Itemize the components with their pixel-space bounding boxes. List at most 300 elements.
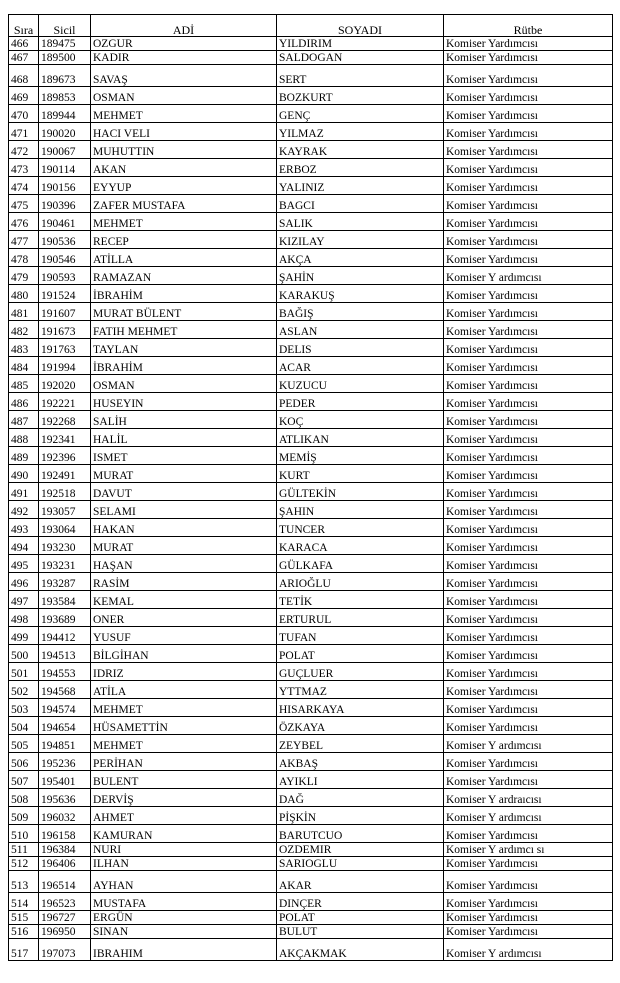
- cell-rutbe: [444, 645, 613, 663]
- cell-soyadi-text: AKBAŞ: [279, 758, 318, 771]
- cell-rutbe: [444, 555, 613, 573]
- cell-adi-text: AHMET: [93, 812, 134, 825]
- cell-sira-text: 479: [11, 272, 29, 285]
- cell-sira-text: 512: [11, 858, 29, 871]
- cell-sicil: [39, 51, 91, 65]
- cell-soyadi: [277, 663, 444, 681]
- cell-rutbe-text: Komiser Yardımcısı: [446, 776, 538, 789]
- table-row: [9, 87, 613, 105]
- cell-sira: [9, 483, 39, 501]
- cell-adi: [91, 519, 277, 537]
- cell-sicil-text: 191524: [41, 290, 76, 303]
- cell-sira: [9, 753, 39, 771]
- table-row: [9, 825, 613, 843]
- table-row: [9, 159, 613, 177]
- cell-sicil: [39, 591, 91, 609]
- cell-sicil-text: 190546: [41, 254, 76, 267]
- table-row: [9, 925, 613, 939]
- cell-soyadi-text: BAĞIŞ: [279, 308, 314, 321]
- cell-sicil-text: 192221: [41, 398, 76, 411]
- cell-rutbe-text: Komiser Y ardımcısı: [446, 740, 542, 753]
- cell-sicil: [39, 321, 91, 339]
- cell-sira-text: 513: [11, 880, 29, 893]
- cell-adi-text: IBRAHIM: [93, 948, 143, 961]
- cell-sicil: [39, 303, 91, 321]
- cell-sicil: [39, 375, 91, 393]
- cell-rutbe-text: Komiser Y ardraıcısı: [446, 794, 542, 807]
- cell-sira: [9, 555, 39, 573]
- table-row: [9, 411, 613, 429]
- cell-sicil-text: 190461: [41, 218, 76, 231]
- cell-sicil-text: 193287: [41, 578, 76, 591]
- cell-soyadi: [277, 735, 444, 753]
- cell-soyadi: [277, 753, 444, 771]
- cell-sicil-text: 194654: [41, 722, 76, 735]
- cell-sira: [9, 465, 39, 483]
- table-row: [9, 537, 613, 555]
- table-row: [9, 195, 613, 213]
- cell-adi: [91, 663, 277, 681]
- cell-sicil: [39, 911, 91, 925]
- cell-rutbe-text: Komiser Yardımcısı: [446, 722, 538, 735]
- cell-sira: [9, 789, 39, 807]
- table-row: [9, 339, 613, 357]
- cell-soyadi: [277, 411, 444, 429]
- cell-sira: [9, 893, 39, 911]
- cell-sira-text: 501: [11, 668, 29, 681]
- cell-adi-text: HUSEYIN: [93, 398, 144, 411]
- cell-sira-text: 488: [11, 434, 29, 447]
- cell-soyadi-text: AKAR: [279, 880, 312, 893]
- cell-sicil-text: 189500: [41, 52, 76, 65]
- cell-sira: [9, 303, 39, 321]
- cell-rutbe: [444, 857, 613, 871]
- table-row: [9, 501, 613, 519]
- cell-soyadi: [277, 267, 444, 285]
- cell-rutbe: [444, 321, 613, 339]
- cell-sicil: [39, 285, 91, 303]
- cell-sicil: [39, 735, 91, 753]
- cell-soyadi: [277, 177, 444, 195]
- table-header-row: [9, 15, 613, 37]
- table-row: [9, 267, 613, 285]
- cell-soyadi: [277, 501, 444, 519]
- cell-sira: [9, 195, 39, 213]
- cell-sicil-text: 196727: [41, 912, 76, 925]
- cell-adi-text: SELAMI: [93, 506, 136, 519]
- cell-rutbe: [444, 249, 613, 267]
- cell-sicil-text: 194568: [41, 686, 76, 699]
- cell-soyadi: [277, 699, 444, 717]
- cell-soyadi-text: GÜLTEKİN: [279, 488, 337, 501]
- cell-soyadi: [277, 249, 444, 267]
- cell-soyadi: [277, 37, 444, 51]
- cell-sira: [9, 911, 39, 925]
- cell-sicil: [39, 249, 91, 267]
- cell-soyadi-text: KARACA: [279, 542, 328, 555]
- cell-soyadi-text: MEMİŞ: [279, 452, 317, 465]
- cell-rutbe: [444, 753, 613, 771]
- cell-rutbe-text: Komiser Yardımcısı: [446, 926, 538, 939]
- cell-soyadi: [277, 871, 444, 893]
- cell-adi-text: NURI: [93, 844, 122, 857]
- cell-adi-text: ISMET: [93, 452, 128, 465]
- cell-soyadi-text: AKÇAKMAK: [279, 948, 347, 961]
- cell-soyadi-text: KURT: [279, 470, 310, 483]
- cell-rutbe-text: Komiser Yardımcısı: [446, 488, 538, 501]
- cell-soyadi-text: GENÇ: [279, 110, 311, 123]
- cell-soyadi-text: SARIOGLU: [279, 858, 338, 871]
- cell-sira-text: 475: [11, 200, 29, 213]
- cell-adi: [91, 699, 277, 717]
- cell-rutbe-text: Komiser Yardımcısı: [446, 52, 538, 65]
- table-row: [9, 573, 613, 591]
- cell-soyadi-text: ASLAN: [279, 326, 318, 339]
- cell-adi-text: MEHMET: [93, 704, 143, 717]
- cell-soyadi: [277, 123, 444, 141]
- cell-sira-text: 485: [11, 380, 29, 393]
- table-row: [9, 591, 613, 609]
- table-row: [9, 177, 613, 195]
- cell-sicil: [39, 87, 91, 105]
- cell-rutbe: [444, 87, 613, 105]
- cell-rutbe: [444, 37, 613, 51]
- cell-rutbe: [444, 465, 613, 483]
- cell-sicil-text: 192491: [41, 470, 76, 483]
- cell-adi-text: FATIH MEHMET: [93, 326, 178, 339]
- cell-sira: [9, 411, 39, 429]
- cell-soyadi-text: SALIK: [279, 218, 313, 231]
- cell-sira: [9, 429, 39, 447]
- cell-soyadi-text: HISARKAYA: [279, 704, 345, 717]
- cell-sicil-text: 196384: [41, 844, 76, 857]
- cell-sira-text: 515: [11, 912, 29, 925]
- cell-soyadi: [277, 573, 444, 591]
- cell-adi-text: MEHMET: [93, 110, 143, 123]
- cell-rutbe-text: Komiser Yardımcısı: [446, 380, 538, 393]
- cell-soyadi: [277, 375, 444, 393]
- cell-adi-text: ONER: [93, 614, 125, 627]
- cell-rutbe: [444, 627, 613, 645]
- cell-sicil: [39, 213, 91, 231]
- cell-sira-text: 487: [11, 416, 29, 429]
- cell-soyadi-text: TUNCER: [279, 524, 325, 537]
- cell-adi-text: MEHMET: [93, 740, 143, 753]
- cell-adi: [91, 501, 277, 519]
- cell-sicil-text: 194553: [41, 668, 76, 681]
- cell-soyadi-text: AKÇA: [279, 254, 312, 267]
- cell-soyadi: [277, 195, 444, 213]
- cell-soyadi: [277, 447, 444, 465]
- table-row: [9, 231, 613, 249]
- cell-rutbe: [444, 285, 613, 303]
- cell-soyadi: [277, 939, 444, 961]
- cell-rutbe: [444, 195, 613, 213]
- cell-soyadi: [277, 825, 444, 843]
- cell-sicil-text: 196514: [41, 880, 76, 893]
- cell-sicil: [39, 857, 91, 871]
- cell-soyadi: [277, 321, 444, 339]
- table-row: [9, 375, 613, 393]
- cell-rutbe: [444, 911, 613, 925]
- cell-rutbe: [444, 105, 613, 123]
- cell-rutbe-text: Komiser Yardımcısı: [446, 596, 538, 609]
- cell-soyadi-text: KARAKUŞ: [279, 290, 335, 303]
- cell-rutbe: [444, 609, 613, 627]
- cell-sira-text: 477: [11, 236, 29, 249]
- table-row: [9, 483, 613, 501]
- cell-sira-text: 510: [11, 830, 29, 843]
- cell-soyadi: [277, 303, 444, 321]
- cell-adi-text: KADIR: [93, 52, 130, 65]
- cell-sicil: [39, 519, 91, 537]
- cell-adi-text: IDRIZ: [93, 668, 124, 681]
- cell-sicil: [39, 393, 91, 411]
- cell-adi: [91, 65, 277, 87]
- table-row: [9, 213, 613, 231]
- roster-table: [8, 14, 613, 961]
- cell-sicil: [39, 483, 91, 501]
- cell-sicil-text: 189853: [41, 92, 76, 105]
- cell-sira-text: 514: [11, 898, 29, 911]
- cell-sicil-text: 196406: [41, 858, 76, 871]
- cell-sira-text: 503: [11, 704, 29, 717]
- cell-sicil-text: 193230: [41, 542, 76, 555]
- cell-rutbe-text: Komiser Y ardımcısı: [446, 272, 542, 285]
- cell-soyadi-text: SALDOGAN: [279, 52, 343, 65]
- cell-rutbe-text: Komiser Yardımcısı: [446, 830, 538, 843]
- cell-rutbe-text: Komiser Yardımcısı: [446, 506, 538, 519]
- cell-adi-text: PERİHAN: [93, 758, 143, 771]
- cell-sira: [9, 249, 39, 267]
- cell-rutbe-text: Komiser Yardımcısı: [446, 254, 538, 267]
- cell-rutbe: [444, 213, 613, 231]
- cell-soyadi-text: SERT: [279, 74, 307, 87]
- cell-sicil: [39, 555, 91, 573]
- cell-rutbe: [444, 789, 613, 807]
- cell-sicil: [39, 893, 91, 911]
- cell-soyadi: [277, 591, 444, 609]
- cell-adi: [91, 753, 277, 771]
- cell-soyadi: [277, 843, 444, 857]
- cell-soyadi-text: GÜLKAFA: [279, 560, 334, 573]
- cell-sira-text: 508: [11, 794, 29, 807]
- cell-sicil-text: 193057: [41, 506, 76, 519]
- cell-sicil: [39, 339, 91, 357]
- cell-rutbe-text: Komiser Yardımcısı: [446, 858, 538, 871]
- cell-sira: [9, 771, 39, 789]
- table-row: [9, 893, 613, 911]
- cell-soyadi: [277, 925, 444, 939]
- cell-rutbe: [444, 519, 613, 537]
- cell-sira: [9, 65, 39, 87]
- cell-soyadi: [277, 609, 444, 627]
- cell-sicil-text: 195636: [41, 794, 76, 807]
- cell-sicil: [39, 231, 91, 249]
- cell-soyadi-text: TUFAN: [279, 632, 317, 645]
- table-row: [9, 519, 613, 537]
- cell-sicil-text: 189944: [41, 110, 76, 123]
- cell-rutbe: [444, 159, 613, 177]
- table-row: [9, 717, 613, 735]
- cell-soyadi: [277, 285, 444, 303]
- cell-adi: [91, 321, 277, 339]
- cell-adi-text: OSMAN: [93, 92, 135, 105]
- cell-adi-text: SALİH: [93, 416, 127, 429]
- cell-sicil-text: 194574: [41, 704, 76, 717]
- cell-sicil-text: 192020: [41, 380, 76, 393]
- cell-sicil: [39, 843, 91, 857]
- cell-sira: [9, 537, 39, 555]
- cell-sira-text: 492: [11, 506, 29, 519]
- cell-sira: [9, 699, 39, 717]
- table-row: [9, 645, 613, 663]
- cell-sira-text: 502: [11, 686, 29, 699]
- cell-rutbe: [444, 483, 613, 501]
- cell-soyadi-text: AYIKLI: [279, 776, 318, 789]
- cell-rutbe: [444, 177, 613, 195]
- cell-sicil-text: 191763: [41, 344, 76, 357]
- cell-soyadi: [277, 807, 444, 825]
- table-row: [9, 285, 613, 303]
- cell-sira-text: 505: [11, 740, 29, 753]
- cell-soyadi-text: BARUTCUO: [279, 830, 343, 843]
- cell-rutbe: [444, 357, 613, 375]
- cell-sira: [9, 825, 39, 843]
- cell-rutbe: [444, 663, 613, 681]
- cell-sira-text: 495: [11, 560, 29, 573]
- table-row: [9, 681, 613, 699]
- cell-sira-text: 496: [11, 578, 29, 591]
- cell-sira: [9, 37, 39, 51]
- cell-soyadi: [277, 213, 444, 231]
- table-row: [9, 447, 613, 465]
- cell-rutbe-text: Komiser Yardımcısı: [446, 74, 538, 87]
- cell-adi-text: HACI VELI: [93, 128, 150, 141]
- table-row: [9, 939, 613, 961]
- cell-sicil: [39, 825, 91, 843]
- cell-rutbe: [444, 681, 613, 699]
- cell-sicil-text: 193231: [41, 560, 76, 573]
- cell-adi: [91, 231, 277, 249]
- cell-adi-text: BULENT: [93, 776, 139, 789]
- table-header: [9, 15, 613, 37]
- cell-sira: [9, 501, 39, 519]
- cell-sira: [9, 285, 39, 303]
- cell-sira-text: 491: [11, 488, 29, 501]
- cell-adi: [91, 789, 277, 807]
- cell-soyadi: [277, 555, 444, 573]
- column-header-sicil: Sicil: [39, 15, 91, 37]
- table-row: [9, 753, 613, 771]
- cell-sira: [9, 87, 39, 105]
- cell-adi-text: ATİLLA: [93, 254, 134, 267]
- cell-soyadi-text: BULUT: [279, 926, 318, 939]
- cell-sira-text: 468: [11, 74, 29, 87]
- cell-adi-text: İBRAHİM: [93, 290, 143, 303]
- table-body: [9, 37, 613, 961]
- cell-sicil: [39, 771, 91, 789]
- cell-soyadi-text: ÖZKAYA: [279, 722, 326, 735]
- cell-sira: [9, 51, 39, 65]
- table-row: [9, 843, 613, 857]
- cell-adi-text: HAŞAN: [93, 560, 133, 573]
- cell-sicil: [39, 807, 91, 825]
- cell-sira-text: 494: [11, 542, 29, 555]
- cell-adi: [91, 339, 277, 357]
- cell-soyadi-text: DELIS: [279, 344, 312, 357]
- cell-rutbe-text: Komiser Yardımcısı: [446, 200, 538, 213]
- cell-sira-text: 499: [11, 632, 29, 645]
- cell-rutbe-text: Komiser Yardımcısı: [446, 542, 538, 555]
- cell-sira-text: 484: [11, 362, 29, 375]
- cell-adi-text: MEHMET: [93, 218, 143, 231]
- cell-adi-text: TAYLAN: [93, 344, 139, 357]
- cell-soyadi-text: OZDEMIR: [279, 844, 332, 857]
- table-row: [9, 65, 613, 87]
- cell-sira: [9, 267, 39, 285]
- cell-adi: [91, 645, 277, 663]
- cell-adi-text: ILHAN: [93, 858, 129, 871]
- cell-soyadi: [277, 159, 444, 177]
- cell-adi: [91, 285, 277, 303]
- cell-sicil-text: 191673: [41, 326, 76, 339]
- cell-adi: [91, 627, 277, 645]
- cell-adi: [91, 871, 277, 893]
- cell-sicil-text: 196032: [41, 812, 76, 825]
- table-row: [9, 663, 613, 681]
- cell-adi-text: RECEP: [93, 236, 129, 249]
- cell-adi-text: KEMAL: [93, 596, 134, 609]
- cell-soyadi: [277, 893, 444, 911]
- cell-soyadi-text: YTTMAZ: [279, 686, 327, 699]
- cell-soyadi: [277, 393, 444, 411]
- cell-sira-text: 466: [11, 38, 29, 51]
- cell-sira-text: 517: [11, 948, 29, 961]
- table-row: [9, 105, 613, 123]
- cell-soyadi: [277, 911, 444, 925]
- cell-rutbe-text: Komiser Yardımcısı: [446, 560, 538, 573]
- cell-adi-text: İBRAHİM: [93, 362, 143, 375]
- table-row: [9, 857, 613, 871]
- column-header-soyadi: SOYADI: [277, 15, 444, 37]
- cell-sira: [9, 393, 39, 411]
- cell-sira: [9, 717, 39, 735]
- cell-sicil-text: 189475: [41, 38, 76, 51]
- cell-rutbe-text: Komiser Yardımcısı: [446, 632, 538, 645]
- cell-sira: [9, 591, 39, 609]
- cell-sicil: [39, 537, 91, 555]
- table-row: [9, 735, 613, 753]
- cell-soyadi-text: ŞAHİN: [279, 272, 315, 285]
- cell-rutbe: [444, 447, 613, 465]
- cell-soyadi-text: BAGCI: [279, 200, 315, 213]
- cell-adi: [91, 393, 277, 411]
- cell-sicil-text: 190156: [41, 182, 76, 195]
- cell-rutbe: [444, 807, 613, 825]
- cell-sicil: [39, 123, 91, 141]
- cell-sira-text: 478: [11, 254, 29, 267]
- cell-sicil: [39, 871, 91, 893]
- cell-adi: [91, 429, 277, 447]
- cell-sira-text: 504: [11, 722, 29, 735]
- cell-rutbe-text: Komiser Yardımcısı: [446, 668, 538, 681]
- cell-soyadi: [277, 681, 444, 699]
- cell-sira-text: 507: [11, 776, 29, 789]
- cell-adi: [91, 843, 277, 857]
- cell-soyadi: [277, 627, 444, 645]
- cell-sira: [9, 645, 39, 663]
